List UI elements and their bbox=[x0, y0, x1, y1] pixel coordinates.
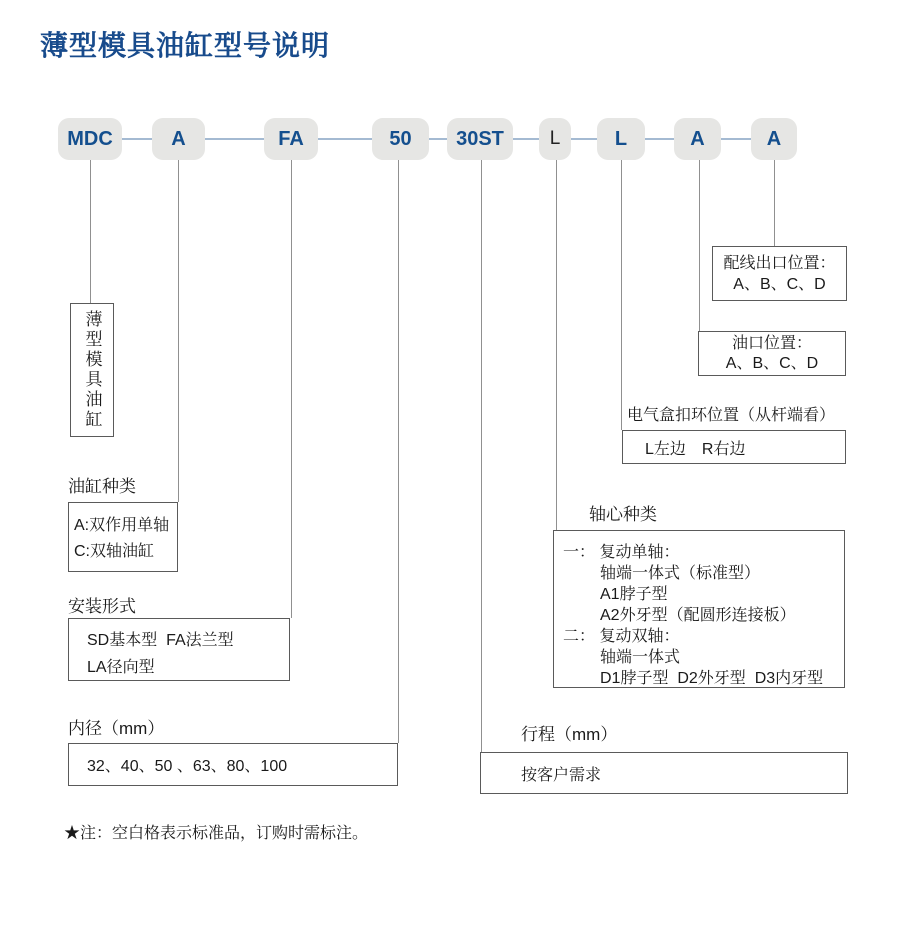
ring-position-box bbox=[622, 430, 846, 464]
leader-line-port-position bbox=[699, 160, 700, 331]
leader-line-shaft-type bbox=[556, 160, 557, 530]
mounting-option: SD基本型 FA法兰型 bbox=[87, 632, 234, 649]
stroke-value: 按客户需求 bbox=[521, 766, 602, 784]
code-chip-stroke: 30ST bbox=[447, 118, 513, 160]
port-position-title: 油口位置： bbox=[731, 335, 812, 352]
mounting-option: LA径向型 bbox=[87, 659, 155, 676]
cylinder-type-label: 油缸种类 bbox=[68, 477, 136, 496]
page-title: 薄型模具油缸型号说明 bbox=[40, 30, 331, 61]
code-chip-port-position: A bbox=[674, 118, 721, 160]
footnote: ★注：空白格表示标准品，订购时需标注。 bbox=[64, 825, 369, 842]
mounting-box bbox=[68, 618, 290, 681]
code-chip-series: MDC bbox=[58, 118, 122, 160]
bore-box bbox=[68, 743, 398, 786]
ring-position-label: 电气盒扣环位置（从杆端看） bbox=[627, 407, 836, 424]
cylinder-type-option: C:双轴油缸 bbox=[74, 543, 155, 560]
shaft-type-line: D1脖子型 D2外牙型 D3内牙型 bbox=[600, 670, 824, 687]
code-chip-mounting: FA bbox=[264, 118, 318, 160]
bore-label: 内径（mm） bbox=[68, 719, 165, 738]
ring-position-options: L左边 R右边 bbox=[645, 440, 746, 458]
code-chip-cylinder-type: A bbox=[152, 118, 205, 160]
leader-line-bore bbox=[398, 160, 399, 743]
product-name-box: 薄型模具油缸 bbox=[70, 303, 114, 437]
wiring-outlet-options: A、B、C、D bbox=[733, 276, 826, 293]
shaft-type-box bbox=[553, 530, 845, 688]
leader-line-series bbox=[90, 160, 91, 303]
code-chip-wiring-outlet: A bbox=[751, 118, 797, 160]
leader-line-wiring-outlet bbox=[774, 160, 775, 246]
bore-values: 32、40、50 、63、80、100 bbox=[87, 758, 288, 775]
leader-line-stroke bbox=[481, 160, 482, 752]
shaft-type-line: 二： 复动双轴： bbox=[563, 628, 680, 645]
mounting-label: 安装形式 bbox=[68, 597, 136, 616]
shaft-type-line: 一： 复动单轴： bbox=[563, 544, 680, 561]
code-chip-bore: 50 bbox=[372, 118, 429, 160]
shaft-type-label: 轴心种类 bbox=[589, 505, 657, 524]
shaft-type-line: 轴端一体式 bbox=[600, 649, 681, 666]
wiring-outlet-box bbox=[712, 246, 847, 301]
leader-line-cylinder-type bbox=[178, 160, 179, 502]
stroke-box bbox=[480, 752, 848, 794]
code-chip-ring-position: L bbox=[597, 118, 645, 160]
shaft-type-line: A1脖子型 bbox=[600, 586, 668, 603]
cylinder-type-option: A:双作用单轴 bbox=[74, 517, 170, 534]
wiring-outlet-title: 配线出口位置： bbox=[723, 255, 836, 272]
shaft-type-line: 轴端一体式（标准型） bbox=[600, 565, 761, 582]
stroke-label: 行程（mm） bbox=[521, 725, 618, 744]
leader-line-ring-position bbox=[621, 160, 622, 430]
cylinder-type-box bbox=[68, 502, 178, 572]
port-position-options: A、B、C、D bbox=[725, 355, 819, 372]
port-position-box bbox=[698, 331, 846, 376]
shaft-type-line: A2外牙型（配圆形连接板） bbox=[600, 607, 796, 624]
code-chip-shaft-type: L bbox=[539, 118, 571, 160]
leader-line-mounting bbox=[291, 160, 292, 618]
